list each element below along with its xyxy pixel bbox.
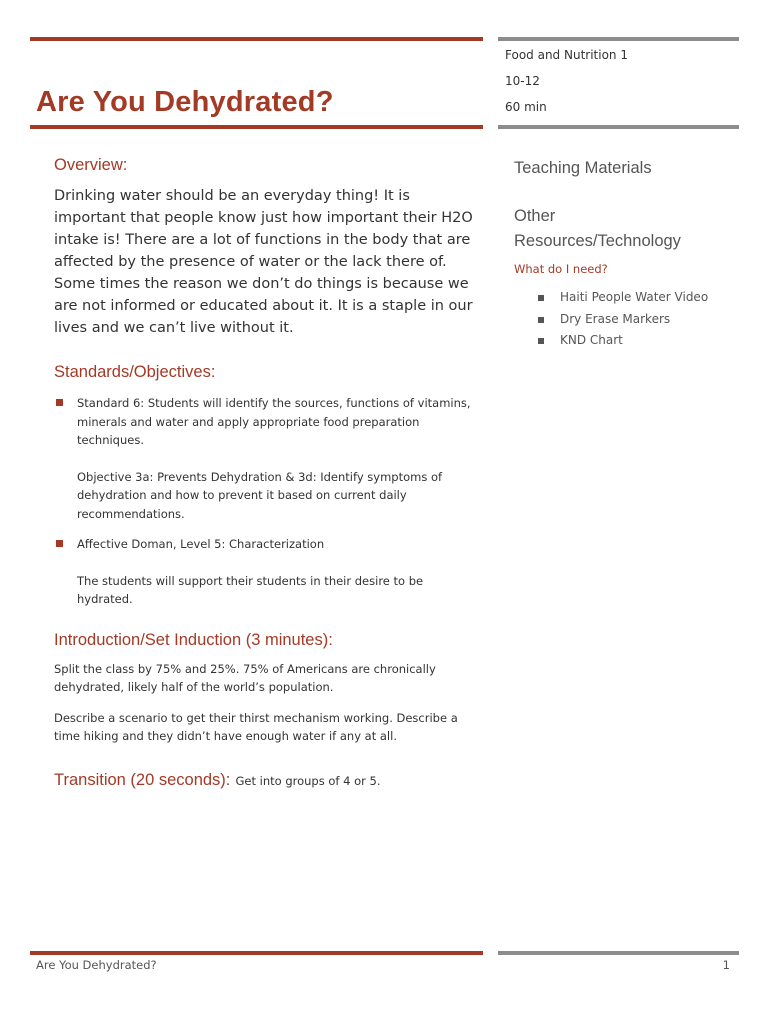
square-bullet-icon [538,338,544,344]
resource-label: KND Chart [560,333,623,347]
footer-rule-left [30,951,483,955]
square-bullet-icon [56,540,63,547]
square-bullet-icon [56,399,63,406]
resource-label: Haiti People Water Video [560,290,709,304]
document-title: Are You Dehydrated? [36,86,334,118]
resources-list [514,290,734,355]
overview-text: Drinking water should be an everyday thing! It is important that people know just how important their H2O intake is! There are a lot of functions in the body that are affected by the presence of water or the lack there of. Some times the reason we don’t do things is because we are not informed or educated about it. It is a staple in our lives and we can’t live without it. [54,188,473,336]
standard-text: Affective Doman, Level 5: Characterization [77,537,325,551]
list-item [514,290,734,312]
footer-title: Are You Dehydrated? [36,958,157,972]
transition-line [54,770,478,790]
intro-paragraph: Describe a scenario to get their thirst mechanism working. Describe a time hiking and they didn’t have enough water if any at all. [54,710,458,743]
transition-heading: Transition (20 seconds): [54,770,231,789]
objective-text: Objective 3a: Prevents Dehydration & 3d: Identify symptoms of dehydration and how to prevent it based on current daily recommendations. [77,469,443,521]
header-rule-top-left [30,37,483,41]
meta-duration: 60 min [505,100,547,114]
standards-heading: Standards/Objectives: [54,363,216,381]
resource-label: Dry Erase Markers [560,311,671,326]
main-column [54,156,478,790]
introduction-heading: Introduction/Set Induction (3 minutes): [54,630,333,649]
list-item [54,394,478,523]
page-number: 1 [722,958,730,972]
list-item [54,535,478,609]
teaching-materials-heading: Teaching Materials [514,159,652,177]
list-item [514,333,734,355]
other-resources-heading-line1: Other [514,207,556,225]
header-rule-top-right [498,37,739,41]
header-rule-bottom-left [30,125,483,129]
objective-text: The students will support their students in their desire to be hydrated. [77,573,424,606]
square-bullet-icon [538,295,544,301]
standard-text: Standard 6: Students will identify the sources, functions of vitamins, minerals and water and apply appropriate food preparation techniques. [77,396,471,447]
header-rule-bottom-right [498,125,739,129]
sidebar [514,156,734,355]
intro-paragraph: Split the class by 75% and 25%. 75% of Americans are chronically dehydrated, likely half of the world’s population. [54,661,436,694]
meta-grades: 10-12 [505,74,540,88]
standards-list [54,394,478,609]
footer-rule-right [498,951,739,955]
list-item [514,312,734,334]
square-bullet-icon [538,317,544,323]
what-needed-label: What do I need? [514,262,608,276]
transition-text: Get into groups of 4 or 5. [235,773,381,788]
other-resources-heading-line2: Resources/Technology [514,232,681,250]
meta-course: Food and Nutrition 1 [505,48,628,62]
overview-heading: Overview: [54,156,128,174]
